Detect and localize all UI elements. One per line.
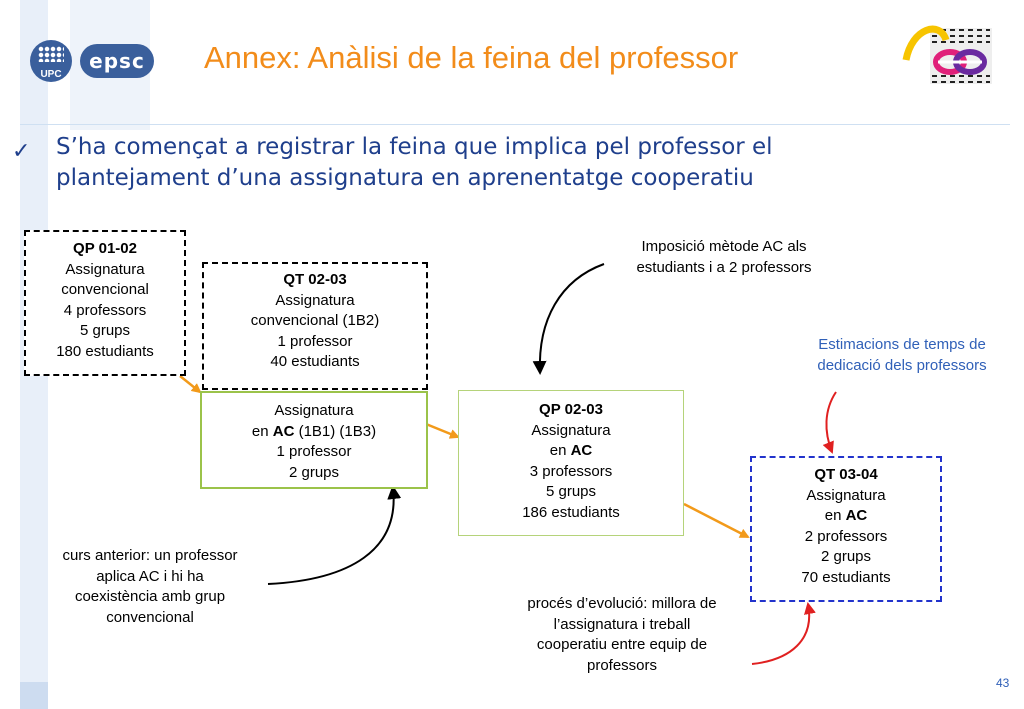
box-ac-line: en AC (1B1) (1B3) — [251, 422, 377, 440]
box-qt-03-04 — [750, 456, 942, 602]
box-qp-01-02 — [24, 230, 186, 376]
note-curs-anterior-line: convencional — [106, 608, 194, 626]
box-qp-01-02-line: convencional — [61, 281, 149, 298]
upc-logo-text: UPC — [40, 69, 62, 80]
arrow-qp0203-to-qt0304 — [684, 504, 748, 537]
box-qt-03-04-line: 2 professors — [804, 527, 888, 545]
box-qt-02-03-line: 40 estudiants — [270, 353, 360, 370]
box-ac-line: Assignatura — [274, 402, 354, 419]
box-qp-01-02-line: 4 professors — [63, 301, 147, 319]
box-qt-02-03-line: convencional (1B2) — [250, 312, 380, 329]
note-imposicio-line: estudiants i a 2 professors — [636, 258, 812, 276]
box-ac-line: 1 professor — [276, 443, 352, 460]
page-number: 43 — [996, 676, 1010, 690]
checkmark-icon: ✓ — [12, 138, 31, 163]
box-qp-01-02-title: QP 01-02 — [73, 240, 137, 257]
box-qt-03-04-line: 70 estudiants — [801, 568, 891, 586]
arrow-proces — [752, 604, 809, 664]
box-qp-01-02-line: Assignatura — [65, 260, 145, 278]
box-qp-02-03 — [458, 390, 684, 536]
note-estimacions — [792, 335, 1012, 376]
box-ac-line: 2 grups — [288, 463, 340, 481]
box-qp-02-03-line: 3 professors — [529, 462, 613, 480]
bullet-line-2: plantejament d’una assignatura en aprenentatge cooperatiu — [56, 165, 754, 191]
note-proces-line: l’assignatura i treball — [553, 615, 691, 633]
arrow-ac-to-qp0203 — [426, 424, 458, 437]
box-qt-02-03-line: 1 professor — [277, 332, 353, 350]
arrow-imposicio — [540, 264, 604, 372]
box-qp-02-03-line: 5 grups — [545, 483, 597, 500]
arrow-qp0102-to-ac — [180, 376, 200, 392]
box-qt-03-04-line: en AC — [824, 507, 868, 524]
arrow-curs-anterior — [268, 488, 394, 584]
box-qt-02-03-line: Assignatura — [275, 291, 355, 309]
epsc-logo: epsc — [80, 44, 154, 78]
bullet-line-1: S’ha començat a registrar la feina que implica pel professor el — [56, 134, 773, 160]
box-qp-02-03-line: Assignatura — [531, 421, 611, 439]
box-qp-02-03-line: en AC — [549, 442, 593, 459]
box-assignatura-ac — [200, 391, 428, 489]
box-qp-01-02-line: 5 grups — [79, 322, 131, 339]
note-imposicio — [604, 237, 844, 278]
note-curs-anterior — [30, 546, 270, 628]
note-estimacions-line: dedicació dels professors — [817, 356, 987, 374]
note-proces — [502, 594, 742, 676]
arrow-estimacions — [826, 392, 836, 452]
slide-title: Annex: Anàlisi de la feina del professor — [204, 40, 739, 75]
box-qt-02-03 — [202, 262, 428, 390]
note-proces-line: procés d’evolució: millora de — [527, 595, 717, 612]
note-estimacions-line: Estimacions de temps de — [818, 336, 986, 353]
box-qt-03-04-line: Assignatura — [806, 486, 886, 504]
box-qp-02-03-line: 186 estudiants — [522, 503, 620, 521]
note-imposicio-line: Imposició mètode AC als — [641, 238, 807, 255]
box-qt-03-04-title: QT 03-04 — [814, 466, 878, 483]
note-curs-anterior-line: aplica AC i hi ha — [96, 567, 204, 585]
box-qp-02-03-title: QP 02-03 — [539, 401, 603, 418]
box-qp-01-02-line: 180 estudiants — [56, 342, 154, 360]
box-qt-03-04-line: 2 grups — [820, 548, 872, 565]
note-curs-anterior-line: coexistència amb grup — [74, 588, 226, 605]
note-proces-line: professors — [586, 656, 658, 674]
note-curs-anterior-line: curs anterior: un professor — [62, 547, 238, 564]
box-qt-02-03-title: QT 02-03 — [283, 271, 347, 288]
note-proces-line: cooperatiu entre equip de — [536, 636, 708, 653]
